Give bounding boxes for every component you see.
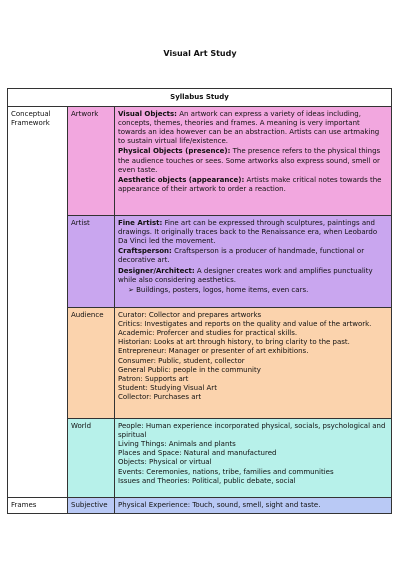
aesthetic-objects-para: Aesthetic objects (appearance): Artists make critical notes towards the appearance of their artwork to order a reaction. (118, 175, 382, 193)
visual-objects-para: Visual Objects: An artwork can express a variety of ideas including, concepts, themes, theories and frames. A meaning is very important towards an idea however can be an abstraction. Artists can use artmaking to sustain virtual life/existence. (118, 110, 380, 146)
world-content (115, 419, 392, 498)
page-title: Visual Art Study (163, 49, 237, 58)
table-header: Syllabus Study (8, 89, 392, 107)
group-frames: Frames (8, 498, 68, 514)
list-item: General Public: people in the community (118, 365, 261, 374)
list-item: Issues and Theories: Political, public debate, social (118, 476, 296, 485)
list-item: Consumer: Public, student, collector (118, 356, 245, 365)
list-item: Entrepreneur: Manager or presenter of art exhibitions. (118, 347, 309, 356)
physical-objects-para: Physical Objects (presence): The presence refers to the physical things the audience touches or sees. Some artworks also express sound, smell or even taste. (118, 147, 381, 174)
audience-content (115, 308, 392, 419)
list-item: Historian: Looks at art through history, to bring clarity to the past. (118, 338, 350, 347)
artwork-content (115, 107, 392, 216)
row-label-audience: Audience (68, 308, 115, 419)
table-header-row (8, 89, 392, 107)
list-item: Living Things: Animals and plants (118, 440, 236, 449)
syllabus-table (7, 88, 392, 514)
designer-bullet: ➢ Buildings, posters, logos, home items, even cars. (128, 285, 309, 294)
list-item: Events: Ceremonies, nations, tribe, families and communities (118, 467, 334, 476)
row-label-world: World (68, 419, 115, 498)
subjective-content: Physical Experience: Touch, sound, smell, sight and taste. (115, 498, 392, 514)
list-item: Patron: Supports art (118, 374, 189, 383)
designer-para: Designer/Architect: A designer creates work and amplifies punctuality while also considering aesthetics. (118, 266, 373, 284)
row-label-subjective: Subjective (68, 498, 115, 514)
subjective-row (8, 498, 392, 514)
fine-artist-para: Fine Artist: Fine art can be expressed through sculptures, paintings and drawings. It originally traces back to the Renaissance era, when Leobardo Da Vinci led the movement. (118, 219, 378, 246)
list-item: Collector: Purchases art (118, 392, 202, 401)
list-item: People: Human experience incorporated physical, socials, psychological and spiritual (118, 422, 386, 440)
list-item: Objects: Physical or virtual (118, 458, 212, 467)
group-conceptual-framework: Conceptual Framework (8, 107, 68, 498)
list-item: Curator: Collector and prepares artworks (118, 311, 262, 320)
list-item: Critics: Investigates and reports on the quality and value of the artwork. (118, 320, 372, 329)
list-item: Student: Studying Visual Art (118, 383, 217, 392)
artist-content (115, 216, 392, 308)
artwork-row (8, 107, 392, 216)
row-label-artist: Artist (68, 216, 115, 308)
row-label-artwork: Artwork (68, 107, 115, 216)
list-item: Academic: Profercer and studies for practical skills. (118, 329, 298, 338)
craftsperson-para: Craftsperson: Craftsperson is a producer of handmade, functional or decorative art. (118, 247, 365, 265)
list-item: Places and Space: Natural and manufactured (118, 449, 277, 458)
